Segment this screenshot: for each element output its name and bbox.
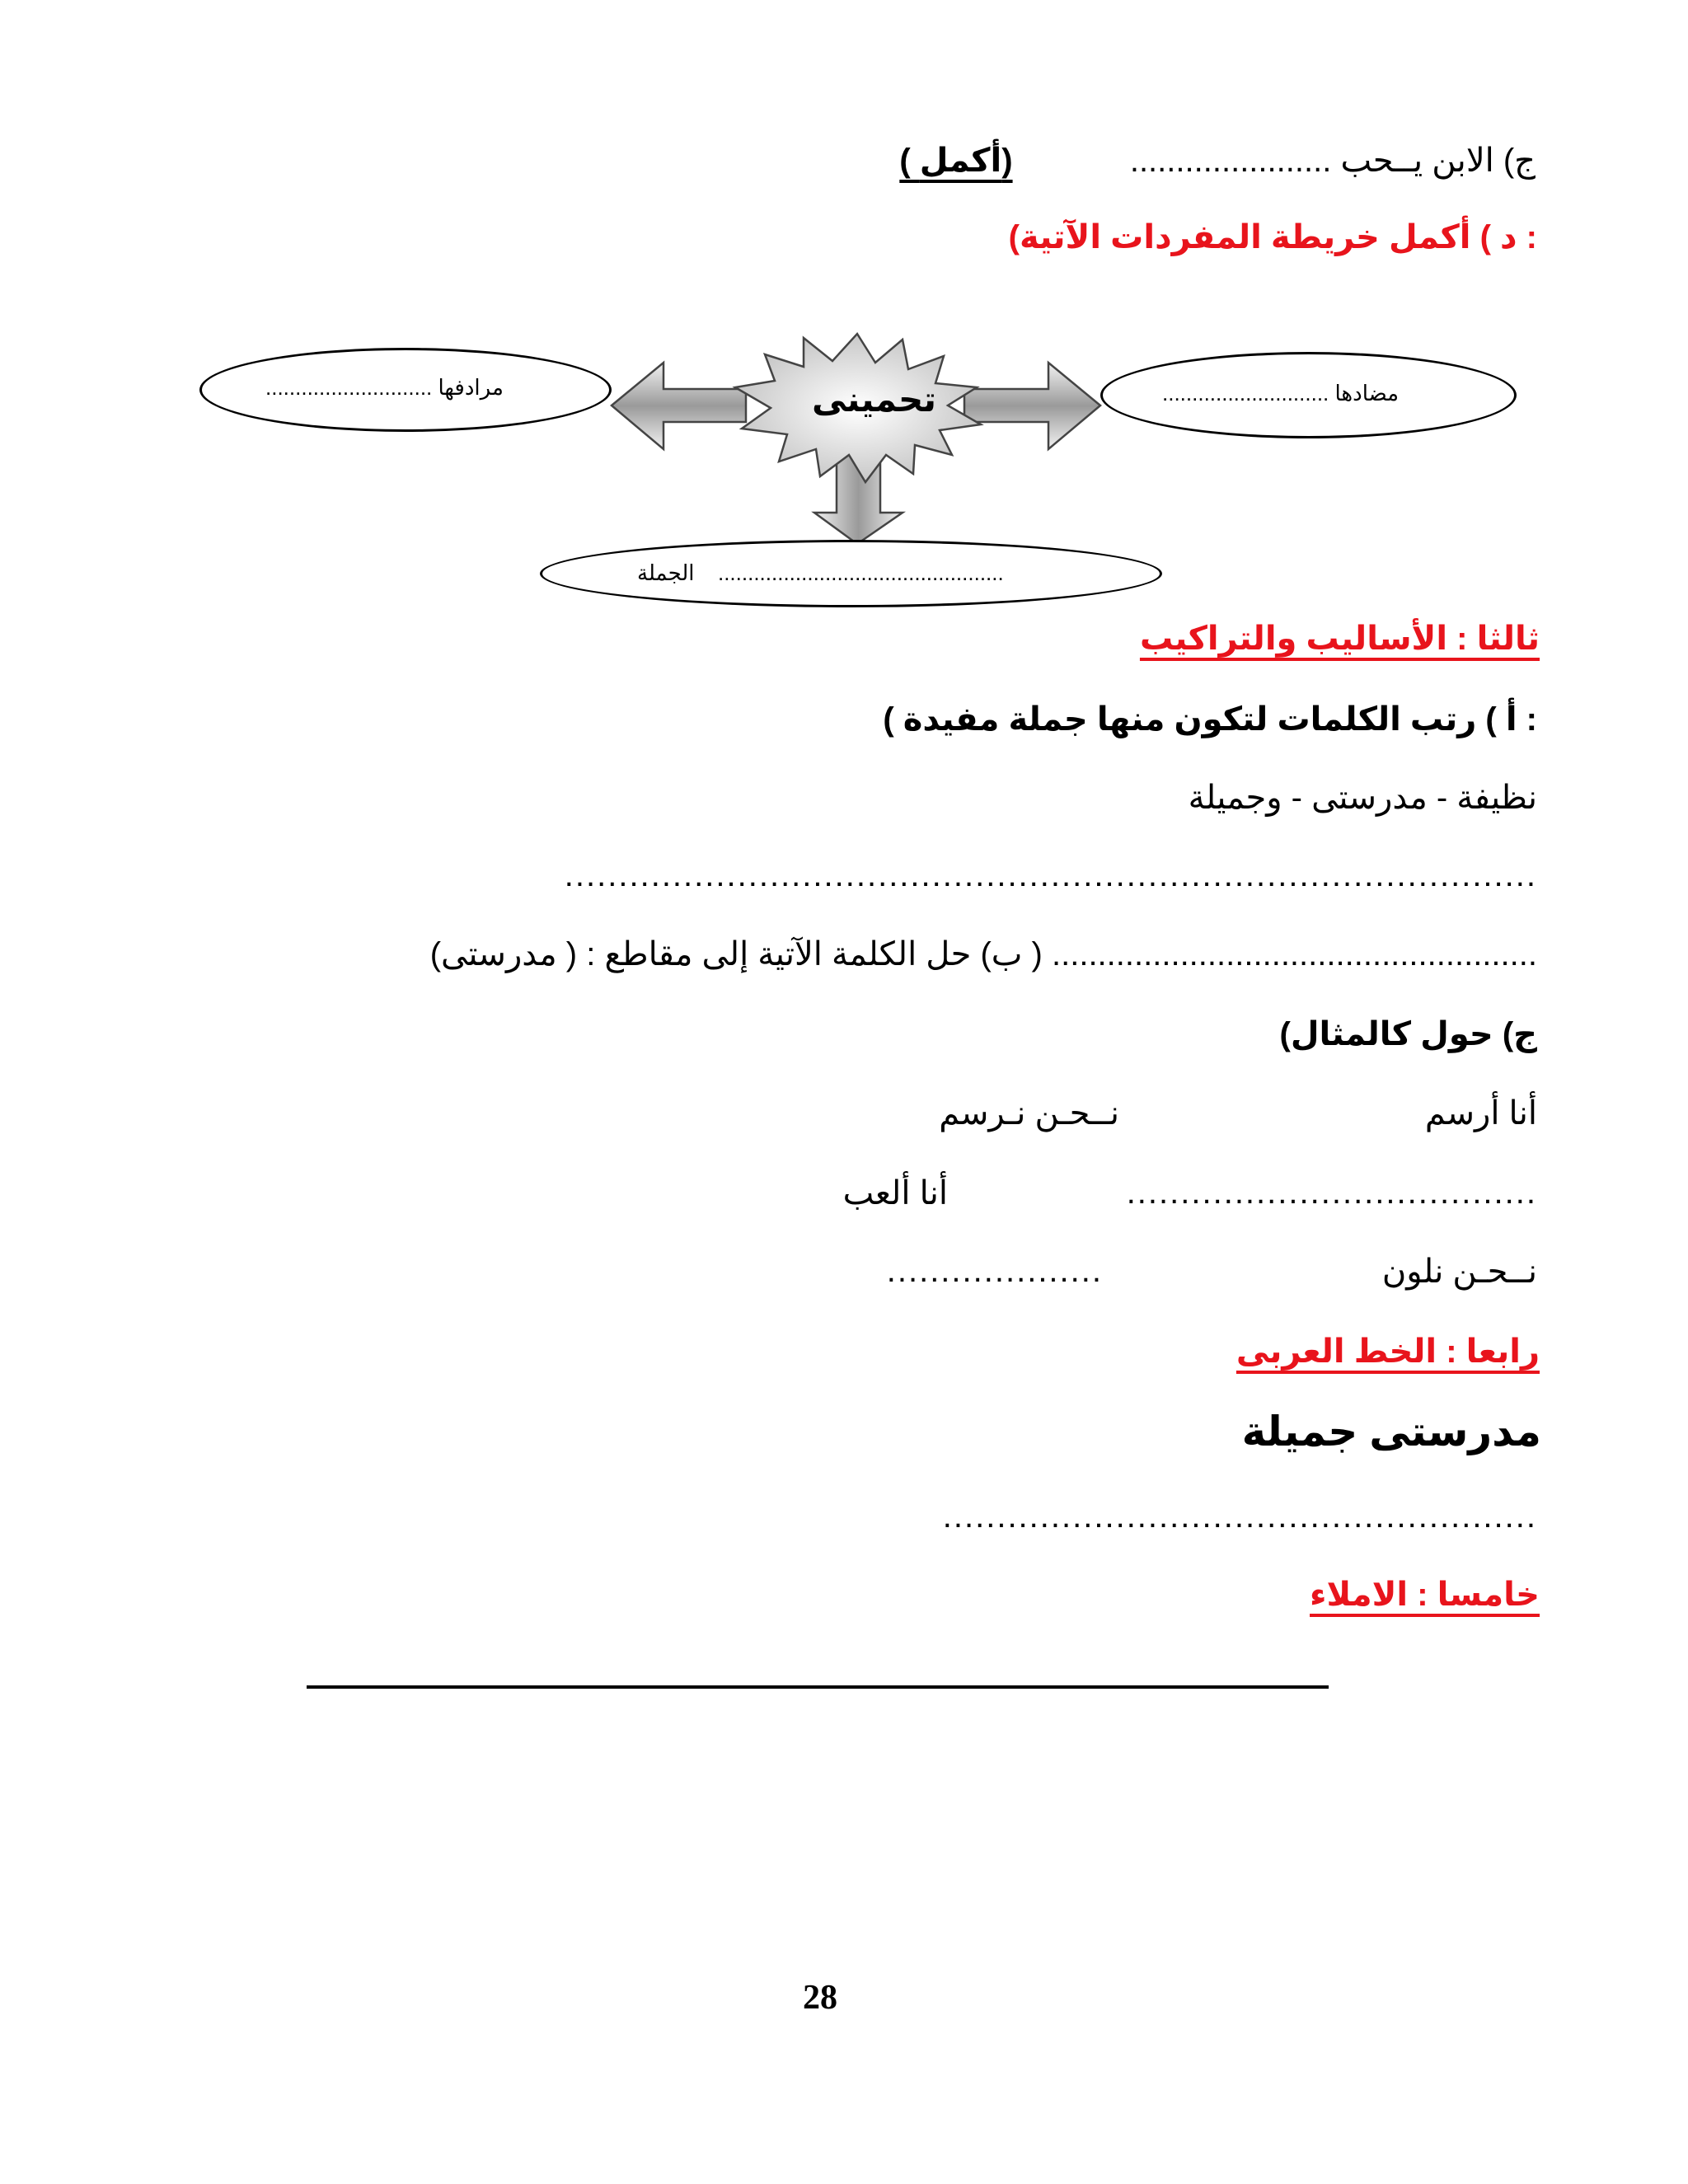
dictation-line <box>307 1685 1329 1689</box>
line-j-dots: ...................... <box>1129 143 1332 179</box>
line-j-prefix: ج) الابن يــحب <box>1340 143 1536 179</box>
center-word: تحمينى <box>812 380 936 419</box>
synonym-dots: ............................ <box>265 375 433 400</box>
example-2-right: أنا ألعب <box>842 1175 948 1212</box>
example-3-left: نــحـن نلون <box>1381 1254 1537 1290</box>
q-b-line <box>430 935 1537 973</box>
q-b-text: ( ب) حل الكلمة الآتية إلى مقاطع : ( مدرستى) <box>429 936 1043 972</box>
right-arrow <box>964 363 1100 449</box>
left-double-arrow <box>612 363 746 449</box>
q-j2-title: ج) حول كالمثال) <box>1279 1016 1537 1052</box>
handwriting-dots: ....................................................... <box>942 1498 1537 1535</box>
example-1-left: أنا أرسم <box>1424 1095 1537 1132</box>
example-3-dots: .................... <box>886 1253 1103 1289</box>
section-5-title: خامسا : الاملاء <box>1310 1577 1540 1613</box>
example-1-right: نــحـن نـرسم <box>939 1095 1119 1132</box>
q-a-title: : أ ) رتب الكلمات لتكون منها جملة مفيدة ) <box>883 701 1537 738</box>
synonym-line <box>265 375 504 401</box>
section-4-title: رابعا : الخط العربى <box>1236 1333 1540 1370</box>
antonym-dots: ............................ <box>1162 381 1329 405</box>
q-b-dots: ..................................................... <box>1051 936 1537 972</box>
q-a-words: نظيفة - مدرستى - وجميلة <box>1188 780 1537 816</box>
example-2-dots: ...................................... <box>1126 1174 1537 1211</box>
line-j-hint: ( أكمل) <box>899 143 1013 179</box>
synonym-label: مرادفها <box>438 375 504 400</box>
antonym-label: مضادها <box>1334 381 1400 405</box>
sentence-line <box>637 560 1004 586</box>
sentence-label: الجملة <box>637 560 695 585</box>
section-d-title: : د ) أكمل خريطة المفردات الآتية) <box>1008 219 1537 255</box>
sentence-dots: ................................................ <box>717 560 1004 585</box>
antonym-line <box>1162 381 1399 406</box>
handwriting-phrase: مدرستى جميلة <box>1241 1408 1541 1455</box>
q-a-answer-dots: .......................................................................................... <box>564 857 1537 893</box>
page-number: 28 <box>803 1979 837 2017</box>
section-3-title: ثالثا : الأساليب والتراكيب <box>1139 621 1540 657</box>
